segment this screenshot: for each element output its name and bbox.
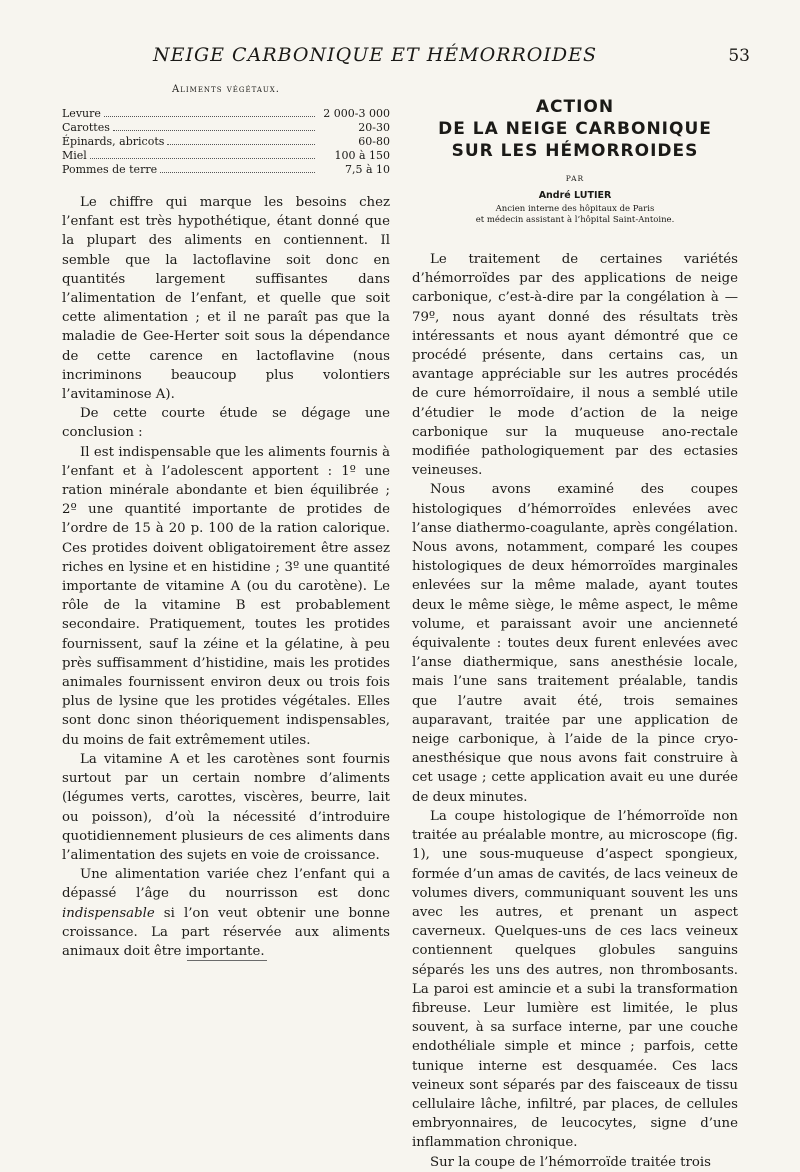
author-affiliation [412,204,738,226]
food-row [62,135,390,149]
paragraph: Le traitement de certaines variétés d’hémorroïdes par des applications de neige carbonique, c’est-à-dire par la congélation à — 79º, nous ayant donné des résultats très intéressants et nous ayant démontré que ce procédé présente, dans certains cas, un avantage appréciable sur les autres procédés de cure hémorroïdaire, il nous a semblé utile d’étudier le mode d’action de la neige carbonique sur la muqueuse ano-rectale modifiée pathologiquement par des ectasies veineuses. [412,252,738,479]
byline: PAR [565,174,585,183]
paragraph: La coupe histologique de l’hémorroïde non traitée au préalable montre, au microscope (fig. 1), une sous-muqueuse d’aspect spongieux, formée d’un amas de cavités, de lacs veineux de volumes divers, communiquant souvent les uns avec les autres, et prenant un aspect caverneux. Quelques-uns de ces lacs veineux contiennent quelques globules sanguins séparés les uns des autres, non thrombosants. La paroi est amincie et a subi la transformation fibreuse. Leur lumière est limitée, le plus souvent, à sa surface interne, par une couche endothéliale simple et mince ; parfois, cette tunique interne est desquamée. Ces lacs veineux sont séparés par des faisceaux de tissu cellulaire lâche, infiltré, par places, de cellules embryonnaires, de leucocytes, signe d’une inflammation chronique. [412,808,738,1151]
text-run: si l’on veut obtenir une bonne croissance. La part réservée aux aliments animaux doit être importante. [62,905,390,959]
food-row [62,107,390,121]
food-value: 100 à 150 [334,149,390,162]
food-value: 2 000-3 000 [323,107,390,120]
section-divider [187,960,267,961]
author-name: André LUTIER [538,190,612,201]
article-title [412,96,738,162]
food-name: Miel [62,149,87,162]
affiliation-line: et médecin assistant à l’hôpital Saint-Antoine. [475,215,675,225]
food-name: Levure [62,107,101,120]
leader-dots [167,143,315,145]
leader-dots [113,129,315,131]
paragraph-conclusion [62,865,390,961]
title-line: SUR LES HÉMORROIDES [451,141,699,161]
food-name: Pommes de terre [62,163,158,176]
food-value: 20-30 [358,121,390,134]
left-column [62,84,390,961]
food-row [62,149,390,163]
leader-dots [90,157,315,159]
food-name: Carottes [62,121,110,134]
paragraph: Nous avons examiné des coupes histologiques d’hémorroïdes enlevées avec l’anse diathermo-coagulante, après congélation. Nous avons, notamment, comparé les coupes histologiques de deux hémorroïdes marginales enlevées sur la même malade, ayant toutes deux le même siège, le même aspect, le même volume, et paraissant avoir une ancienneté équivalente : toutes deux furent enlevées avec l’anse diathermique, sans anesthésie locale, mais l’une sans traitement préalable, tandis que l’autre avait été, trois semaines auparavant, traitée par une application de neige carbonique, à l’aide de la pince cryo-anesthésique que nous avons fait construire à cet usage ; cette application avait eu une durée de deux minutes. [412,482,738,805]
title-line: DE LA NEIGE CARBONIQUE [438,119,712,139]
paragraph: La vitamine A et les carotènes sont fournis surtout par un certain nombre d’aliments (légumes verts, carottes, viscères, beurre, lait ou poisson), d’où la nécessité d’introduire quotidiennement plusieurs de ces aliments dans l’alimentation des sujets en voie de croissance. [62,751,390,863]
food-row [62,121,390,135]
running-title: NEIGE CARBONIQUE ET HÉMORROIDES [152,44,598,66]
page-header [60,40,750,70]
food-value: 60-80 [358,135,390,148]
food-table [62,107,390,177]
food-row [62,163,390,177]
paragraph: Il est indispensable que les aliments fournis à l’enfant et à l’adolescent apportent : 1º une ration minérale abondante et bien équilibrée ; 2º une quantité importante de protides de l’ordre de 15 à 20 p. 100 de la ration calorique. Ces protides doivent obligatoirement être assez riches en lysine et en histidine ; 3º une quantité importante de vitamine A (ou du carotène). Le rôle de la vitamine B est probablement secondaire. Pratiquement, toutes les protides fournissent, sauf la zéine et la gélatine, à peu près suffisamment d’histidine, mais les protides animales fournissent environ deux ou trois fois plus de lysine que les protides végétales. Elles sont donc sinon théoriquement indispensables, du moins de fait extrêmement utiles. [62,444,390,748]
paragraph: De cette courte étude se dégage une conclusion : [62,406,390,441]
right-column [412,96,738,1172]
food-value: 7,5 à 10 [344,163,390,176]
leader-dots [160,171,315,173]
food-table-title: Aliments végétaux. [172,84,280,95]
title-line: ACTION [535,97,615,117]
emphasis: indispensable [62,905,155,921]
page-number: 53 [728,46,750,66]
affiliation-line: Ancien interne des hôpitaux de Paris [495,204,655,214]
leader-dots [104,115,315,117]
food-name: Épinards, abricots [62,135,165,148]
paragraph: Sur la coupe de l’hémorroïde traitée trois [430,1154,711,1170]
paragraph: Le chiffre qui marque les besoins chez l’enfant est très hypothétique, étant donné que la plupart des aliments en contiennent. Il semble que la lactoflavine soit donc en quantités largement suffisantes dans l’alimentation de l’enfant, et quelle que soit cette alimentation ; et il ne paraît pas que la maladie de Gee-Herter soit sous la dépendance de cette carence en lactoflavine (nous incriminons beaucoup plus volontiers l’avitaminose A). [62,195,390,403]
text-run: Une alimentation variée chez l’enfant qui a dépassé l’âge du nourrisson est donc [62,867,390,902]
